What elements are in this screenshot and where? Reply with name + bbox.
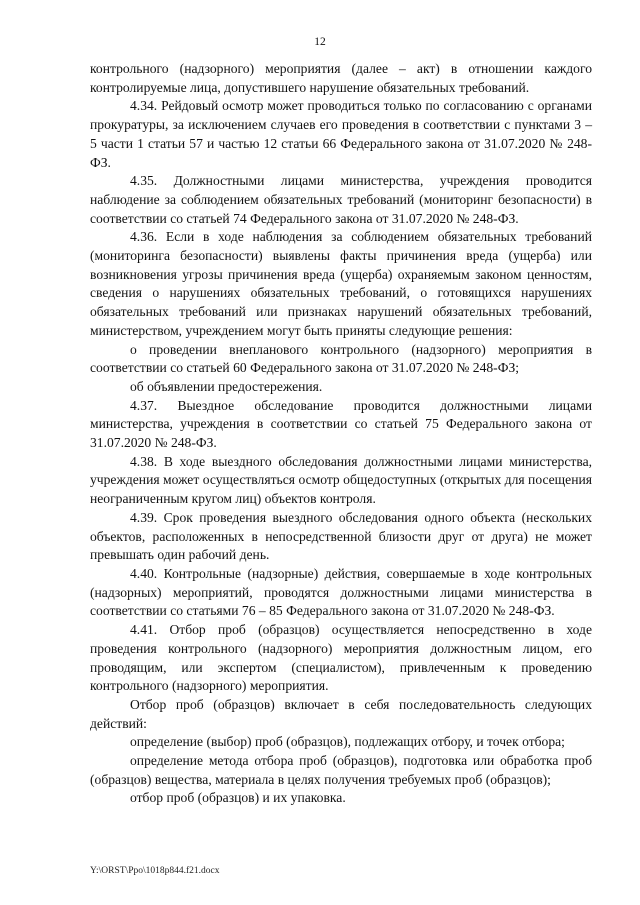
paragraph-4-36: 4.36. Если в ходе наблюдения за соблюдением обязательных требований (мониторинга безопасности) выявлены факты причинения вреда (ущерба) или возникновения угрозы причинения вреда (ущерба) охраняемым законом ценностям, сведения о нарушениях обязательных требований, о готовящихся нарушениях обязательных требований или признаках нарушений обязательных требований, министерством, учреждением могут быть приняты следующие решения:	[90, 229, 592, 338]
paragraph-sampling-step-1: определение (выбор) проб (образцов), подлежащих отбору, и точек отбора;	[130, 734, 565, 750]
paragraph-sampling-intro: Отбор проб (образцов) включает в себя последовательность следующих действий:	[90, 696, 592, 731]
paragraph-4-38: 4.38. В ходе выездного обследования должностными лицами министерства, учреждения может осуществляться осмотр общедоступных (открытых для посещения неограниченным кругом лиц) объектов контроля.	[90, 453, 592, 507]
paragraph-4-35: 4.35. Должностными лицами министерства, учреждения проводится наблюдение за соблюдением обязательных требований (мониторинг безопасности) в соответствии со статьей 74 Федерального закона от 31.07.2020 № 248-ФЗ.	[90, 173, 592, 226]
paragraph-4-40: 4.40. Контрольные (надзорные) действия, совершаемые в ходе контрольных (надзорных) мероприятий, проводятся должностными лицами министерства в соответствии со статьями 76 – 85 Федерального закона от 31.07.2020 № 248-ФЗ.	[90, 565, 592, 619]
paragraph-decision-unscheduled: о проведении внепланового контрольного (надзорного) мероприятия в соответствии со статьей 60 Федерального закона от 31.07.2020 № 248-ФЗ;	[90, 341, 592, 376]
paragraph-4-37: 4.37. Выездное обследование проводится должностными лицами министерства, учреждения в соответствии со статьей 75 Федерального закона от 31.07.2020 № 248-ФЗ.	[90, 397, 592, 451]
footer-file-path: Y:\ORST\Ppo\1018p844.f21.docx	[90, 866, 220, 876]
paragraph-sampling-step-2: определение метода отбора проб (образцов), подготовка или обработка проб (образцов) вещества, материала в целях получения требуемых проб (образцов);	[90, 753, 592, 787]
paragraph-4-39: 4.39. Срок проведения выездного обследования одного объекта (нескольких объектов, расположенных в непосредственной близости друг от друга) не может превышать один рабочий день.	[90, 509, 592, 563]
page-number: 12	[314, 36, 326, 48]
paragraph-decision-warning: об объявлении предостережения.	[130, 378, 323, 394]
paragraph-continuation: контрольного (надзорного) мероприятия (далее – акт) в отношении каждого контролируемые лица, допустившего нарушение обязательных требований.	[90, 61, 592, 95]
paragraph-4-34: 4.34. Рейдовый осмотр может проводиться только по согласованию с органами прокуратуры, за исключением случаев его проведения в соответствии с пунктами 3 – 5 части 1 статьи 57 и частью 12 статьи 66 Федерального закона от 31.07.2020 № 248-ФЗ.	[90, 98, 592, 170]
paragraph-sampling-step-3: отбор проб (образцов) и их упаковка.	[130, 790, 346, 806]
paragraph-4-41: 4.41. Отбор проб (образцов) осуществляется непосредственно в ходе проведения контрольного (надзорного) мероприятия должностным лицом, его проводящим, или экспертом (специалистом), привлеченным к проведению контрольного (надзорного) мероприятия.	[90, 622, 592, 694]
document-body	[90, 60, 592, 808]
